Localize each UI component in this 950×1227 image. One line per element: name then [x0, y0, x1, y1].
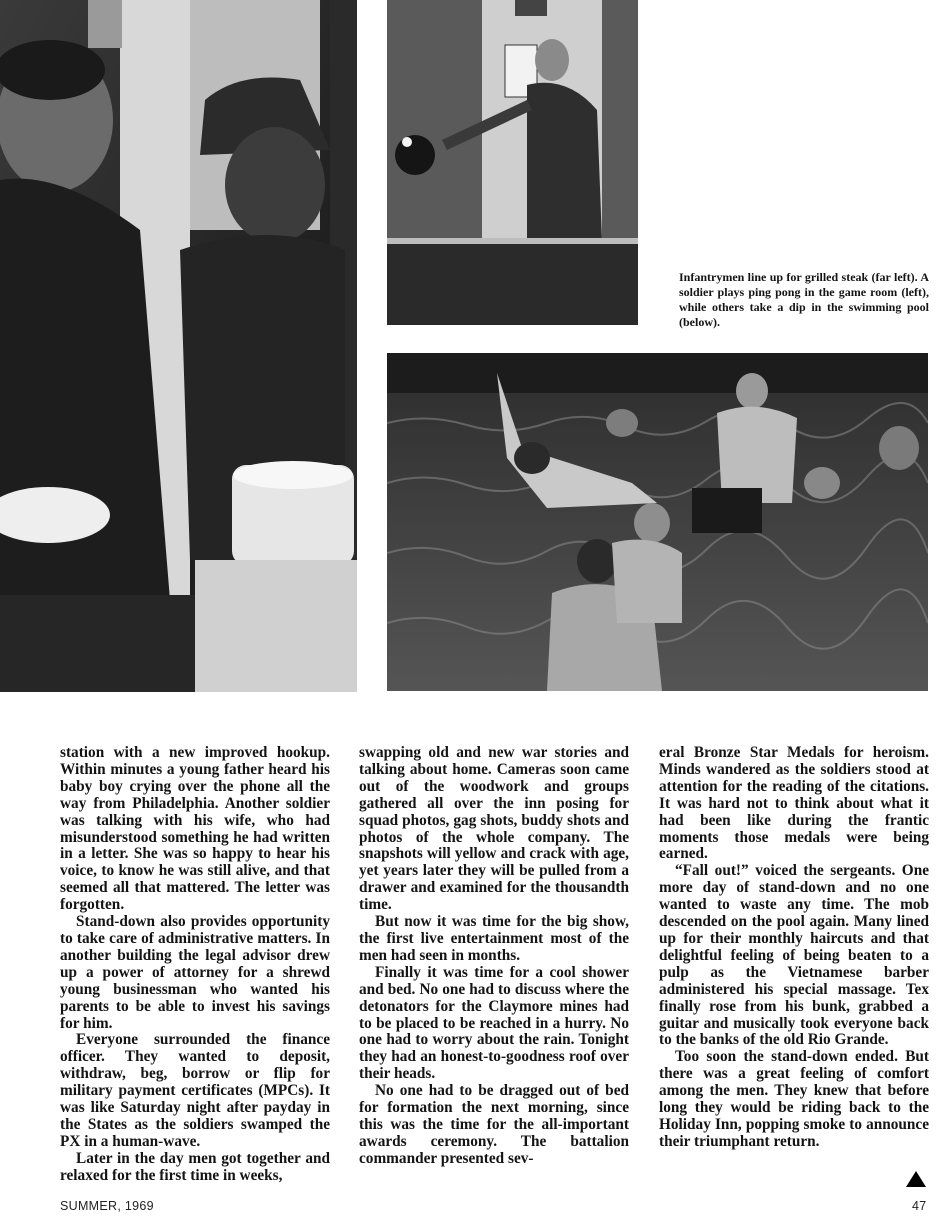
article-paragraph: Everyone surrounded the finance officer. They wanted to deposit, withdraw, beg, borrow or flip for military payment certificates (MPCs). It was like Saturday night after payday in the States as the soldiers swamped the PX in a human-wave.	[60, 1031, 330, 1150]
article-paragraph: No one had to be dragged out of bed for formation the next morning, since this was the time for the all-important awards ceremony. The battalion commander presented sev-	[359, 1082, 629, 1167]
article-paragraph: eral Bronze Star Medals for heroism. Minds wandered as the soldiers stood at attention for the reading of the citations. It was hard not to think about what it had been like during the frantic moments those medals were being earned.	[659, 744, 929, 863]
article-paragraph: Stand-down also provides opportunity to take care of administrative matters. In another building the legal advisor drew up a power of attorney for a shrewd young businessman who wanted his parents to be able to invest his savings for him.	[60, 913, 330, 1032]
article-column-1	[60, 745, 330, 1185]
footer-issue-date: SUMMER, 1969	[60, 1199, 154, 1213]
article-paragraph: station with a new improved hookup. Within minutes a young father heard his baby boy crying over the phone all the way from Philadelphia. Another soldier was talking with his wife, who had misunderstood something he had written in a letter. She was so happy to hear his voice, to know he was still alive, and that seemed all that mattered. The letter was forgotten.	[60, 744, 330, 914]
article-paragraph: swapping old and new war stories and talking about home. Cameras soon came out of the woodwork and groups gathered all over the inn posing for squad photos, gag shots, buddy shots and photos of the whole company. The snapshots will yellow and crack with age, yet years later they will be pulled from a drawer and examined for the thousandth time.	[359, 744, 629, 914]
photo-swimming-pool	[387, 353, 928, 691]
triangle-end-icon	[906, 1171, 926, 1187]
footer-page-number: 47	[912, 1199, 927, 1213]
photo-infantrymen-steak-line	[0, 0, 357, 692]
article-column-3	[659, 745, 929, 1151]
article-paragraph: Finally it was time for a cool shower and bed. No one had to discuss where the detonators for the Claymore mines had to be placed to be reached in a hurry. No one had to worry about the rain. Tonight they had an honest-to-goodness roof over their heads.	[359, 963, 629, 1083]
article-paragraph: Later in the day men got together and relaxed for the first time in weeks,	[60, 1149, 330, 1184]
article-paragraph: “Fall out!” voiced the sergeants. One more day of stand-down and no one wanted to waste any time. The mob descended on the pool again. Many lined up for their monthly haircuts and that delightful feeling of being beaten to a pulp as the Vietnamese barber administered his special massage. Tex finally rose from his bunk, grabbed a guitar and musically took everyone back to the banks of the old Rio Grande.	[659, 862, 929, 1049]
article-paragraph: Too soon the stand-down ended. But there was a great feeling of comfort among the men. They knew that before long they would be riding back to the Holiday Inn, popping smoke to announce their triumphant return.	[659, 1048, 929, 1150]
article-column-2	[359, 745, 629, 1168]
article-paragraph: But now it was time for the big show, the first live entertainment most of the men had seen in months.	[359, 913, 629, 964]
photo-ping-pong-player	[387, 0, 638, 325]
photo-caption: Infantrymen line up for grilled steak (far left). A soldier plays ping pong in the game room (left), while others take a dip in the swimming pool (below).	[679, 270, 929, 329]
